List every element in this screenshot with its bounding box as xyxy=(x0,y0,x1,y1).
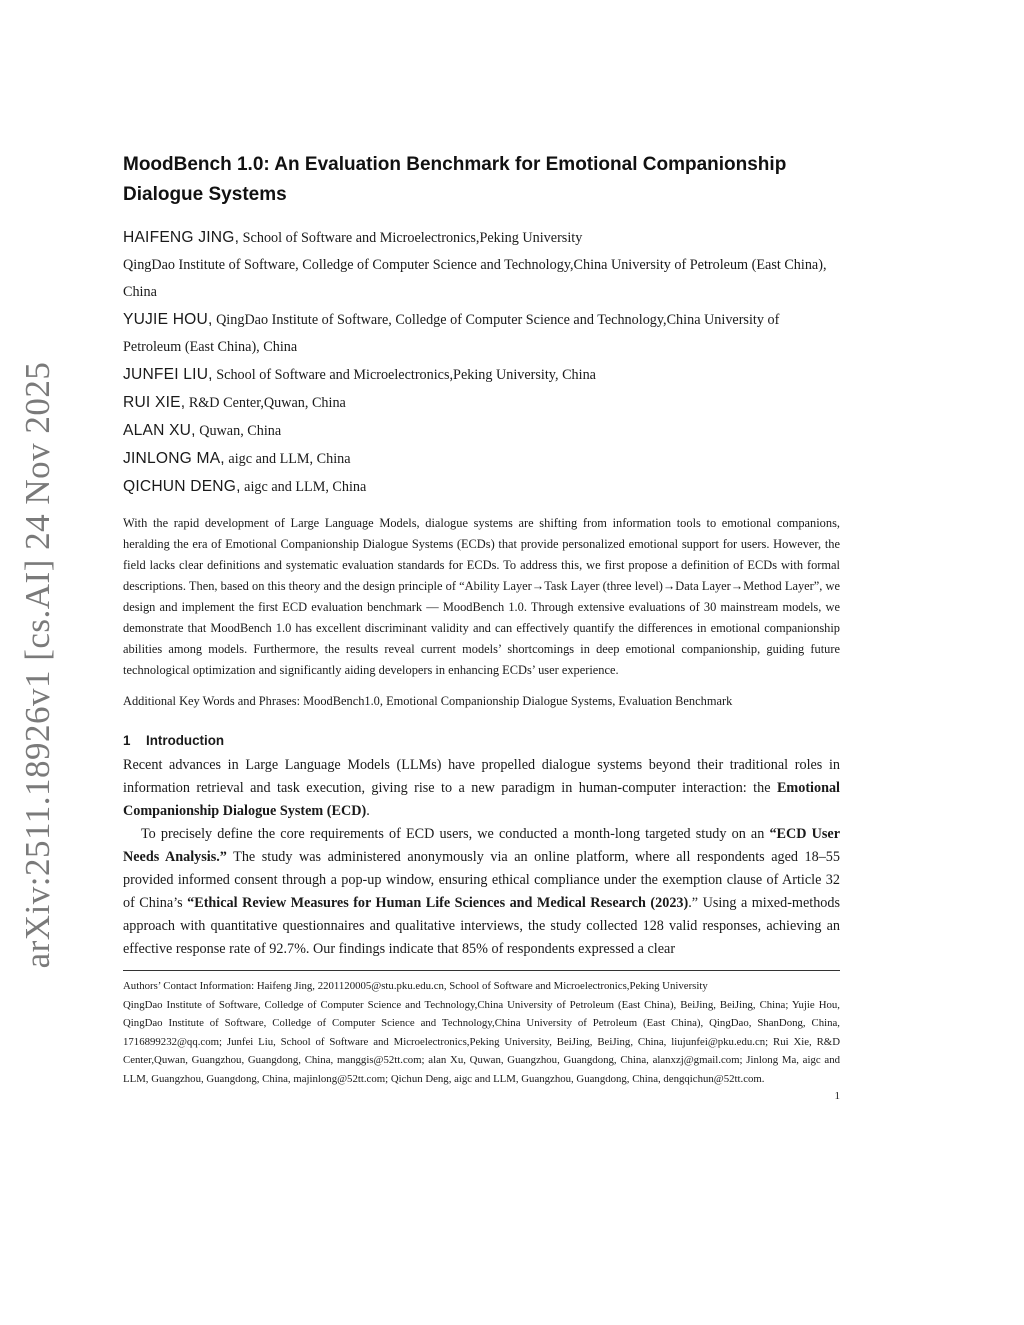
author-list xyxy=(123,224,840,501)
author-affiliation: aigc and LLM, China xyxy=(228,451,351,467)
author-name: JUNFEI LIU, xyxy=(123,366,213,383)
footnote-contact-details: QingDao Institute of Software, Colledge of Computer Science and Technology,China University of Petroleum (East China), BeiJing, BeiJing, China; Yujie Hou, QingDao Institute of Software, Colledge of Computer Science and Technology,China University of Petroleum (East China), QingDao, ShanDong, China, 1716899232@qq.com; Junfei Liu, School of Software and Microelectronics,Peking University, BeiJing, BeiJing, China, liujunfei@pku.edu.cn; Rui Xie, R&D Center,Quwan, Guangzhou, Guangdong, China, manggis@52tt.com; alan Xu, Quwan, Guangzhou, Guangdong, China, alanxzj@gmail.com; Jinlong Ma, aigc and LLM, Guangzhou, Guangdong, China, majinlong@52tt.com; Qichun Deng, aigc and LLM, Guangzhou, Guangdong, China, dengqichun@52tt.com. xyxy=(123,998,840,1085)
paper-page xyxy=(123,150,840,1102)
author-entry xyxy=(123,473,840,501)
author-affiliation: R&D Center,Quwan, China xyxy=(188,395,346,411)
author-affiliation: QingDao Institute of Software, Colledge of Computer Science and Technology,China University of Petroleum (East China), China xyxy=(123,312,780,355)
section-heading xyxy=(123,733,840,748)
author-entry xyxy=(123,445,840,473)
section-number: 1 xyxy=(123,733,131,748)
author-entry xyxy=(123,389,840,417)
text-run: . xyxy=(366,803,370,819)
text-run: .” Using a mixed-methods approach with quantitative questionnaires and qualitative interviews, the study collected 128 valid responses, achieving an effective response rate of 92.7%. Our findings indicate that 85% of respondents expressed a clear xyxy=(123,895,840,957)
text-run: To precisely define the core requirements of ECD users, we conducted a month-long targeted study on an xyxy=(141,826,770,842)
author-affiliation: School of Software and Microelectronics,Peking University xyxy=(242,230,583,246)
intro-paragraph xyxy=(123,754,840,823)
introduction-body xyxy=(123,754,840,961)
author-affiliation: Quwan, China xyxy=(199,423,282,439)
author-affiliation: School of Software and Microelectronics,Peking University, China xyxy=(216,367,596,383)
bold-term: “ECD User Needs Analysis.” xyxy=(123,826,840,865)
author-name: HAIFENG JING, xyxy=(123,229,240,246)
author-entry xyxy=(123,417,840,445)
author-entry xyxy=(123,306,840,361)
author-name: QICHUN DENG, xyxy=(123,478,241,495)
bold-term: Emotional Companionship Dialogue System (ECD) xyxy=(123,780,840,819)
text-run: Recent advances in Large Language Models (LLMs) have propelled dialogue systems beyond their traditional roles in information retrieval and task execution, giving rise to a new paradigm in human-computer interaction: the xyxy=(123,757,840,796)
footnote-divider xyxy=(123,970,840,971)
text-run: The study was administered anonymously via an online platform, where all respondents aged 18–55 provided informed consent through a pop-up window, ensuring ethical compliance under the exemption clause of Article 32 of China’s xyxy=(123,849,840,911)
author-name: RUI XIE, xyxy=(123,394,186,411)
keywords: Additional Key Words and Phrases: MoodBench1.0, Emotional Companionship Dialogue Systems, Evaluation Benchmark xyxy=(123,694,733,708)
author-name: YUJIE HOU, xyxy=(123,311,213,328)
arxiv-identifier: arXiv:2511.18926v1 [cs.AI] 24 Nov 2025 xyxy=(18,361,57,969)
author-entry xyxy=(123,224,840,252)
author-affiliation: aigc and LLM, China xyxy=(244,479,367,495)
author-name: ALAN XU, xyxy=(123,422,196,439)
intro-paragraph xyxy=(123,823,840,961)
section-title: Introduction xyxy=(146,733,225,748)
page-number: 1 xyxy=(834,1090,840,1102)
author-entry xyxy=(123,252,840,306)
bold-term: “Ethical Review Measures for Human Life Sciences and Medical Research (2023) xyxy=(187,895,689,911)
author-entry xyxy=(123,361,840,389)
author-name: JINLONG MA, xyxy=(123,450,225,467)
abstract: With the rapid development of Large Language Models, dialogue systems are shifting from information tools to emotional companions, heralding the era of Emotional Companionship Dialogue Systems (ECDs) that provide personalized emotional support for users. However, the field lacks clear definitions and systematic evaluation standards for ECDs. To address this, we first propose a definition of ECDs with formal descriptions. Then, based on this theory and the design principle of “Ability Layer→Task Layer (three level)→Data Layer→Method Layer”, we design and implement the first ECD evaluation benchmark — MoodBench 1.0. Through extensive evaluations of 30 mainstream models, we demonstrate that MoodBench 1.0 has excellent discriminant validity and can effectively quantify the differences in emotional companionship abilities among models. Furthermore, the results reveal current models’ shortcomings in deep emotional companionship, guiding future technological optimization and significantly aiding developers in enhancing ECDs’ user experience. xyxy=(123,516,840,677)
paper-title: MoodBench 1.0: An Evaluation Benchmark for Emotional Companionship Dialogue Systems xyxy=(123,154,787,205)
author-affiliation: QingDao Institute of Software, Colledge of Computer Science and Technology,China University of Petroleum (East China), China xyxy=(123,257,827,300)
footnote-contact-line: Authors’ Contact Information: Haifeng Jing, 2201120005@stu.pku.edu.cn, School of Software and Microelectronics,Peking University xyxy=(123,980,708,992)
